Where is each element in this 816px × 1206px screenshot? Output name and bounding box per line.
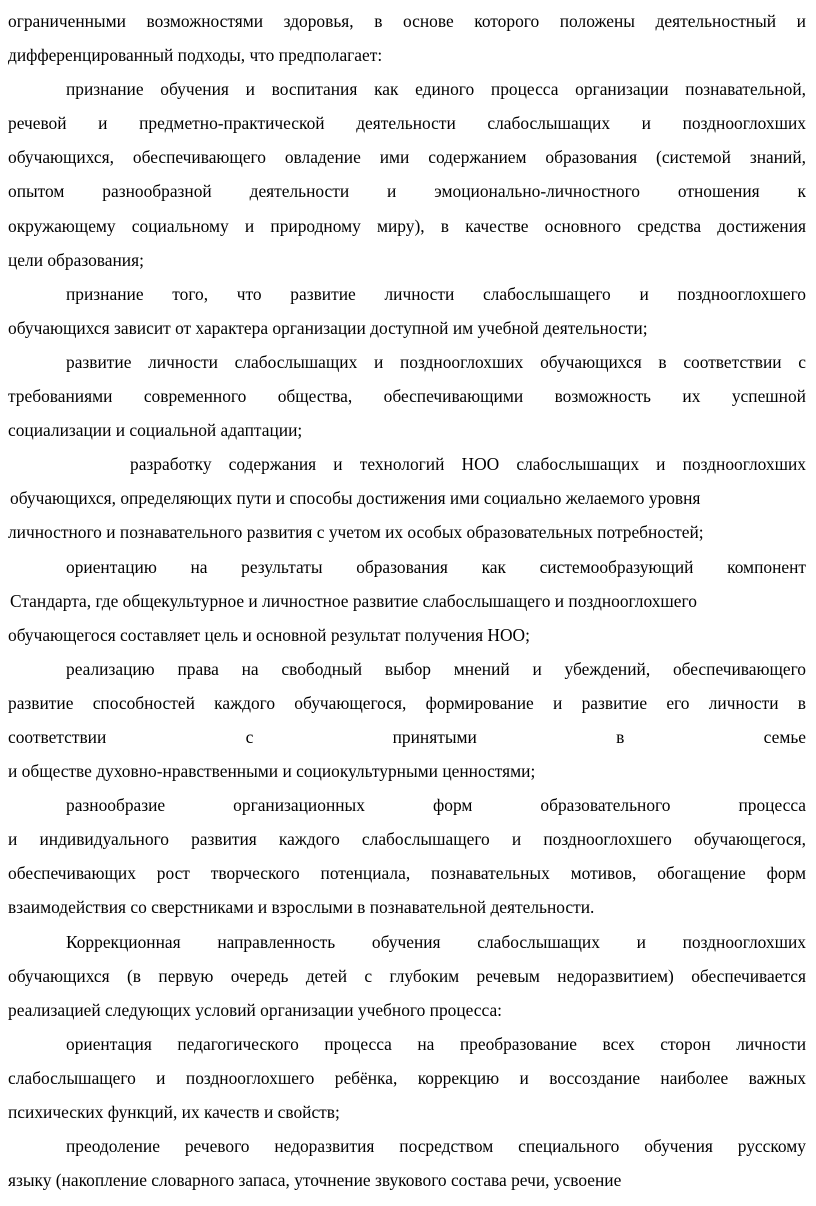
text-line: преодоление речевого недоразвития посредством специального обучения русскому (66, 1136, 806, 1157)
text-line: обучающихся зависит от характера организации доступной им учебной деятельности; (8, 317, 648, 338)
text-line: обучающихся, обеспечивающего овладение ими содержанием образования (системой знаний, (8, 147, 806, 168)
text-line: реализацией следующих условий организации учебного процесса: (8, 999, 503, 1020)
text-line: психических функций, их качеств и свойств; (8, 1102, 340, 1122)
document-page (8, 4, 806, 1197)
text-line: ограниченными возможностями здоровья, в основе которого положены деятельностный и (8, 11, 806, 31)
text-line: обучающихся, определяющих пути и способы достижения ими социально желаемого уровня (10, 488, 701, 509)
text-line: развитие способностей каждого обучающегося, формирование и развитие его личности в (8, 692, 806, 713)
text-line: опытом разнообразной деятельности и эмоционально-личностного отношения к (8, 181, 806, 202)
text-line: языку (накопление словарного запаса, уточнение звукового состава речи, усвоение (8, 1170, 622, 1191)
text-line: признание обучения и воспитания как единого процесса организации познавательной, (66, 79, 806, 100)
text-line: речевой и предметно-практической деятельности слабослышащих и позднооглохших (8, 113, 806, 134)
text-line: ориентацию на результаты образования как системообразующий компонент (66, 556, 806, 577)
text-line: Стандарта, где общекультурное и личностное развитие слабослышащего и позднооглохшего (10, 590, 697, 611)
text-line: развитие личности слабослышащих и позднооглохших обучающихся в соответствии с (66, 351, 806, 372)
text-line: реализацию права на свободный выбор мнений и убеждений, обеспечивающего (66, 658, 806, 679)
text-line: разработку содержания и технологий НОО слабослышащих и позднооглохших (130, 454, 806, 475)
text-line: требованиями современного общества, обеспечивающими возможность их успешной (8, 386, 806, 407)
text-line: ориентация педагогического процесса на преобразование всех сторон личности (66, 1033, 806, 1054)
text-line: взаимодействия со сверстниками и взрослыми в познавательной деятельности. (8, 897, 595, 918)
text-line: цели образования; (8, 249, 144, 270)
text-line: слабослышащего и позднооглохшего ребёнка, коррекцию и воссоздание наиболее важных (8, 1067, 806, 1088)
text-line: обучающихся (в первую очередь детей с глубоким речевым недоразвитием) обеспечивается (8, 965, 806, 986)
text-line: соответствии с принятыми в семье (8, 726, 806, 747)
text-line: дифференцированный подходы, что предполагает: (8, 45, 383, 66)
text-line: социализации и социальной адаптации; (8, 420, 303, 441)
text-line: и обществе духовно-нравственными и социокультурными ценностями; (8, 761, 536, 782)
text-line: признание того, что развитие личности слабослышащего и позднооглохшего (66, 283, 806, 304)
text-line: разнообразие организационных форм образовательного процесса (66, 795, 806, 816)
text-line: обеспечивающих рост творческого потенциала, познавательных мотивов, обогащение форм (8, 863, 806, 884)
text-line: обучающегося составляет цель и основной результат получения НОО; (8, 624, 530, 645)
text-line: Коррекционная направленность обучения слабослышащих и позднооглохших (66, 931, 806, 952)
text-line: личностного и познавательного развития с учетом их особых образовательных потребностей; (8, 522, 704, 543)
text-line: и индивидуального развития каждого слабослышащего и позднооглохшего обучающегося, (8, 829, 806, 850)
text-line: окружающему социальному и природному миру), в качестве основного средства достижения (8, 215, 806, 236)
